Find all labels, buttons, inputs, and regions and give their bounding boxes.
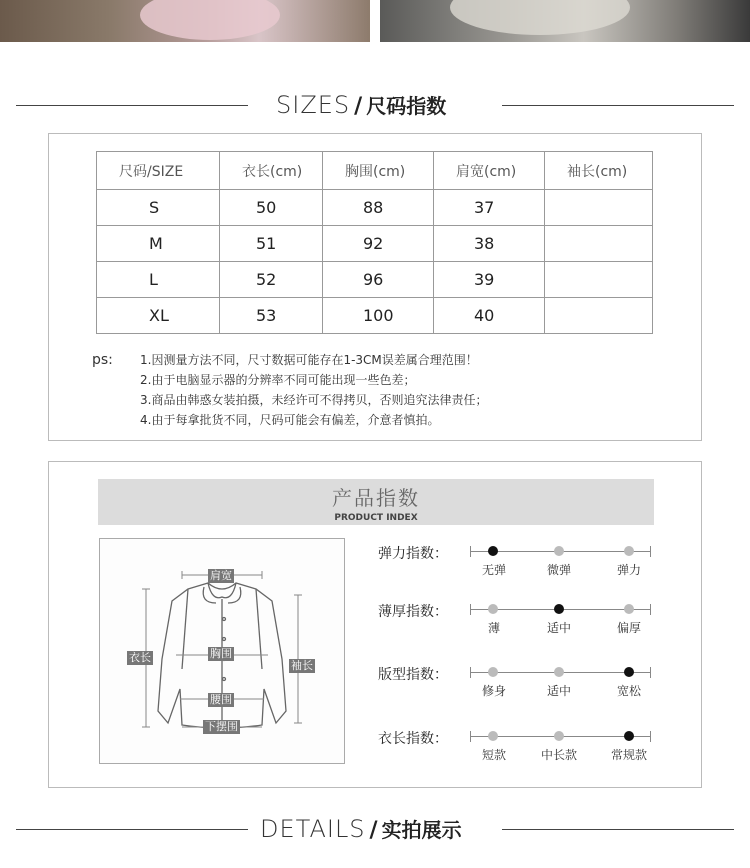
note-item: 3.商品由韩惑女装拍摄，未经许可不得拷贝，否则追究法律责任； xyxy=(140,393,488,407)
index-option: 适中 xyxy=(546,684,572,698)
index-row-label: 版型指数： xyxy=(378,667,448,683)
size-table-header: 胸围(cm) xyxy=(323,152,434,190)
track-cap-end xyxy=(650,546,651,557)
index-dot xyxy=(488,604,498,614)
length-cell: 53 xyxy=(220,298,323,334)
table-row xyxy=(97,226,653,262)
index-option: 偏厚 xyxy=(616,621,642,635)
chest-cell: 92 xyxy=(323,226,434,262)
size-table-header-row xyxy=(97,152,653,190)
chest-cell: 100 xyxy=(323,298,434,334)
product-index-header xyxy=(98,479,654,525)
size-table-header: 尺码/SIZE xyxy=(97,152,220,190)
note-item: 2.由于电脑显示器的分辨率不同可能出现一些色差； xyxy=(140,373,416,387)
size-table xyxy=(96,151,653,334)
details-title-cn: 实拍展示 xyxy=(381,818,462,842)
shoulder-cell: 39 xyxy=(434,262,545,298)
sleeve-cell xyxy=(545,226,653,262)
index-dot xyxy=(488,667,498,677)
sleeve-cell xyxy=(545,190,653,226)
index-option: 微弹 xyxy=(546,563,572,577)
track-cap-start xyxy=(470,667,471,678)
size-cell: XL xyxy=(97,298,220,334)
product-photo-right xyxy=(380,0,750,42)
index-option: 弹力 xyxy=(616,563,642,577)
index-option: 中长款 xyxy=(540,748,578,762)
sizes-section-title: SIZES / 尺码指数 xyxy=(0,90,750,120)
title-rule-right xyxy=(502,105,734,106)
product-photo-left xyxy=(0,0,370,42)
track-cap-end xyxy=(650,667,651,678)
title-rule-left xyxy=(16,829,248,830)
details-section-title: DETAILS / 实拍展示 xyxy=(0,814,750,844)
table-row xyxy=(97,190,653,226)
note-item: 4.由于每拿批货不同，尺码可能会有偏差，介意者慎拍。 xyxy=(140,413,440,427)
length-label: 衣长 xyxy=(129,651,151,664)
track-cap-start xyxy=(470,604,471,615)
length-cell: 50 xyxy=(220,190,323,226)
details-title-en: DETAILS xyxy=(260,815,366,843)
index-row-label: 薄厚指数： xyxy=(378,604,448,620)
index-option: 修身 xyxy=(481,684,507,698)
length-index-row xyxy=(378,731,658,776)
elasticity-index-row xyxy=(378,546,658,591)
index-dot-selected xyxy=(488,546,498,556)
track-cap-end xyxy=(650,604,651,615)
index-option: 适中 xyxy=(546,621,572,635)
title-rule-right xyxy=(502,829,734,830)
index-dot xyxy=(554,546,564,556)
index-row-label: 弹力指数： xyxy=(378,546,448,562)
shoulder-cell: 38 xyxy=(434,226,545,262)
index-dot-selected xyxy=(624,667,634,677)
shoulder-width-label: 肩宽 xyxy=(210,569,232,582)
table-row xyxy=(97,262,653,298)
garment-measure-diagram xyxy=(99,538,345,764)
table-row xyxy=(97,298,653,334)
waist-label: 腰围 xyxy=(210,693,232,706)
chest-label: 胸围 xyxy=(210,647,232,660)
track-cap-end xyxy=(650,731,651,742)
sleeve-cell xyxy=(545,262,653,298)
track-cap-start xyxy=(470,731,471,742)
size-table-header: 肩宽(cm) xyxy=(434,152,545,190)
index-dot xyxy=(624,604,634,614)
size-cell: M xyxy=(97,226,220,262)
fit-index-row xyxy=(378,667,658,712)
product-index-title-en: PRODUCT INDEX xyxy=(334,513,418,523)
size-table-header: 袖长(cm) xyxy=(545,152,653,190)
index-option: 薄 xyxy=(487,621,501,635)
length-cell: 52 xyxy=(220,262,323,298)
title-rule-left xyxy=(16,105,248,106)
shoulder-cell: 40 xyxy=(434,298,545,334)
track-cap-start xyxy=(470,546,471,557)
shoulder-cell: 37 xyxy=(434,190,545,226)
index-dot xyxy=(488,731,498,741)
index-option: 无弹 xyxy=(481,563,507,577)
size-cell: L xyxy=(97,262,220,298)
chest-cell: 96 xyxy=(323,262,434,298)
index-dot xyxy=(554,731,564,741)
sleeve-cell xyxy=(545,298,653,334)
sleeve-length-label: 袖长 xyxy=(291,659,313,672)
index-option: 常规款 xyxy=(610,748,648,762)
index-row-label: 衣长指数： xyxy=(378,731,448,747)
note-item: 1.因测量方法不同，尺寸数据可能存在1-3CM误差属合理范围！ xyxy=(140,353,478,367)
size-table-header: 衣长(cm) xyxy=(220,152,323,190)
length-cell: 51 xyxy=(220,226,323,262)
notes-prefix: ps: xyxy=(92,352,113,368)
index-dot-selected xyxy=(554,604,564,614)
index-option: 短款 xyxy=(481,748,507,762)
sizes-title-en: SIZES xyxy=(276,91,351,119)
index-dot xyxy=(624,546,634,556)
index-dot xyxy=(554,667,564,677)
product-index-title-cn: 产品指数 xyxy=(332,486,420,510)
index-dot-selected xyxy=(624,731,634,741)
sizes-title-cn: 尺码指数 xyxy=(366,94,447,118)
thickness-index-row xyxy=(378,604,658,649)
size-cell: S xyxy=(97,190,220,226)
index-option: 宽松 xyxy=(616,684,642,698)
chest-cell: 88 xyxy=(323,190,434,226)
hem-label: 下摆围 xyxy=(205,720,238,733)
